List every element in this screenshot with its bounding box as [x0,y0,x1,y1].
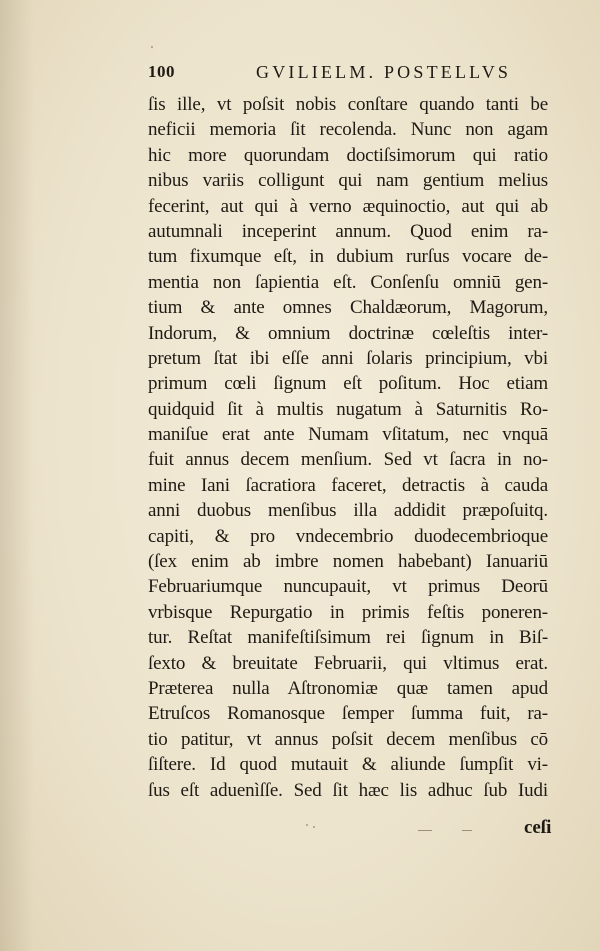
text-line: pretum ſtat ibi eſſe anni ſolaris principium, vbi [148,347,548,369]
text-line: (ſex enim ab imbre nomen habebant) Ianuariū [148,551,548,573]
ink-speck [313,826,315,828]
text-line: tum fixumque eſt, in dubium rurſus vocare de- [148,246,548,268]
text-line: Etruſcos Romanosque ſemper ſumma fuit, ra- [148,703,548,725]
text-line: Præterea nulla Aſtronomiæ quæ tamen apud [148,677,548,699]
text-line: Februariumque nuncupauit, vt primus Deorū [148,576,548,598]
gutter-shadow [0,0,34,951]
text-line: primum cœli ſignum eſt poſitum. Hoc etiam [148,373,548,395]
ink-speck [151,46,153,48]
text-line: ſus eſt aduenìſſe. Sed ſit hæc lis adhuc ſub Iudi [148,779,548,801]
text-line: tium & ante omnes Chaldæorum, Magorum, [148,297,548,319]
text-line: anni duobus menſibus illa addidit præpoſuitq. [148,500,548,522]
text-line: mine Iani ſacratiora faceret, detractis à cauda [148,474,548,496]
ink-speck [306,824,308,826]
running-head [148,62,540,86]
running-title: GVILIELM. POSTELLVS [256,62,512,82]
catchword: ceſi [524,817,552,838]
text-line: vrbisque Repurgatio in primis feſtis poneren- [148,601,548,623]
text-line: capiti, & pro vndecembrio duodecembrioque [148,525,548,547]
text-line: hic more quorundam doctiſsimorum qui ratio [148,144,548,166]
text-line: Indorum, & omnium doctrinæ cœleſtis inter- [148,322,548,344]
text-line: neficii memoria ſit recolenda. Nunc non agam [148,119,548,141]
text-line: maniſue erat ante Numam vſitatum, nec vnquā [148,424,548,446]
text-line: mentia non ſapientia eſt. Conſenſu omniū gen- [148,271,548,293]
text-line: ſexto & breuitate Februarii, qui vltimus erat. [148,652,548,674]
text-line: nibus variis colligunt qui nam gentium melius [148,170,548,192]
page-number: 100 [148,62,175,81]
bleed-mark [462,830,472,831]
text-line: ſiſtere. Id quod mutauit & aliunde ſumpſit vi- [148,754,548,776]
text-line: quidquid ſit à multis nugatum à Saturnitis Ro- [148,398,548,420]
text-line: autumnali inceperint annum. Quod enim ra- [148,220,548,242]
text-line: fecerint, aut qui à verno æquinoctio, aut qui ab [148,195,548,217]
text-line: fuit annus decem menſium. Sed vt ſacra in no- [148,449,548,471]
text-line: tur. Reſtat manifeſtiſsimum rei ſignum in Biſ- [148,627,548,649]
text-line: ſis ille, vt poſsit nobis conſtare quando tanti be [148,94,548,115]
text-line: tio patitur, vt annus poſsit decem menſibus cō [148,728,548,750]
body-text [148,92,548,803]
bleed-mark [418,830,432,831]
